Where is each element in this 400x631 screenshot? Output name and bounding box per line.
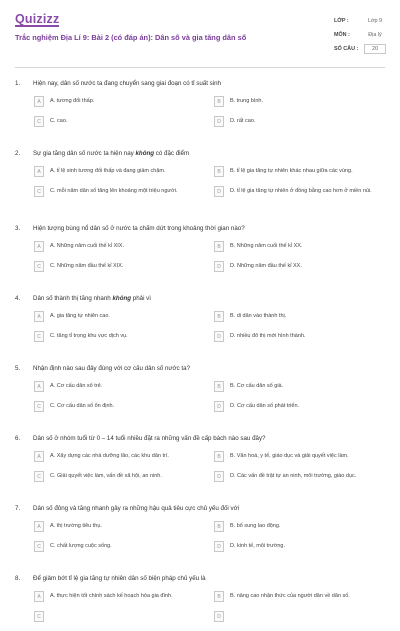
option-text: B. Văn hoá, y tế, giáo dục và giải quyết việc làm. xyxy=(230,453,349,459)
option-letter-box: A xyxy=(34,166,44,177)
answer-option-b[interactable] xyxy=(214,166,377,177)
question-number: 3. xyxy=(15,225,21,232)
answer-option-b[interactable] xyxy=(214,241,377,252)
question-5 xyxy=(15,364,387,421)
option-text: C. mỗi năm dân số tăng lên khoảng một triệu người. xyxy=(50,188,178,194)
answer-option-d[interactable] xyxy=(214,261,377,272)
question-emphasis: không xyxy=(112,295,132,302)
option-letter-box: A xyxy=(34,96,44,107)
answer-option-c[interactable] xyxy=(34,261,197,272)
option-letter-box: D xyxy=(214,401,224,412)
answer-option-b[interactable] xyxy=(214,591,377,602)
option-letter-box: A xyxy=(34,591,44,602)
meta-subject xyxy=(334,28,386,42)
option-text: D. Các vấn đề trật tự an ninh, môi trường, giáo dục. xyxy=(230,473,357,479)
answer-options xyxy=(34,451,387,491)
question-text-tail: phải vì xyxy=(131,295,151,302)
option-text: D. rất cao. xyxy=(230,118,256,124)
question-line xyxy=(15,224,387,233)
option-text: A. gia tăng tự nhiên cao. xyxy=(50,313,110,319)
answer-option-b[interactable] xyxy=(214,96,377,107)
option-letter-box: D xyxy=(214,116,224,127)
question-text xyxy=(33,224,387,233)
meta-grade xyxy=(334,14,386,28)
option-letter-box: B xyxy=(214,591,224,602)
option-text: A. tương đối thấp. xyxy=(50,98,95,104)
meta-count-label: SỐ CÂU : xyxy=(334,46,359,52)
option-text: C. chất lượng cuộc sống. xyxy=(50,543,112,549)
question-number: 6. xyxy=(15,435,21,442)
answer-option-d[interactable] xyxy=(214,611,377,622)
answer-options xyxy=(34,166,387,206)
question-line xyxy=(15,574,387,583)
question-text xyxy=(33,364,387,373)
question-text xyxy=(33,294,387,303)
meta-subject-value: Địa lý xyxy=(368,32,382,38)
question-number: 4. xyxy=(15,295,21,302)
meta-subject-label: MÔN : xyxy=(334,32,350,38)
page-title: Trắc nghiệm Địa Lí 9: Bài 2 (có đáp án): Dân số và gia tăng dân số xyxy=(15,33,247,42)
answer-options xyxy=(34,241,387,281)
question-text-main: Nhận định nào sau đây đúng với cơ cấu dân số nước ta? xyxy=(33,365,191,372)
option-text: B. tỉ lệ gia tăng tự nhiên khác nhau giữa các vùng. xyxy=(230,168,353,174)
question-text-main: Hiện nay, dân số nước ta đang chuyển sang giai đoạn có tỉ suất sinh xyxy=(33,80,221,87)
question-text-tail: có đặc điểm xyxy=(154,150,190,157)
option-letter-box: B xyxy=(214,166,224,177)
answer-option-c[interactable] xyxy=(34,401,197,412)
option-letter-box: A xyxy=(34,451,44,462)
option-text: D. kinh tế, môi trường. xyxy=(230,543,285,549)
option-letter-box: D xyxy=(214,611,224,622)
option-text: D. nhiều đô thị mới hình thành. xyxy=(230,333,306,339)
question-line xyxy=(15,149,387,158)
option-letter-box: D xyxy=(214,471,224,482)
option-text: D. tỉ lệ gia tăng tự nhiên ở đồng bằng cao hơn ở miền núi. xyxy=(230,188,372,194)
option-text: B. di dân vào thành thị. xyxy=(230,313,287,319)
option-letter-box: A xyxy=(34,241,44,252)
option-letter-box: C xyxy=(34,541,44,552)
option-text: C. cao. xyxy=(50,118,68,124)
option-letter-box: B xyxy=(214,451,224,462)
option-letter-box: C xyxy=(34,611,44,622)
answer-option-b[interactable] xyxy=(214,521,377,532)
option-letter-box: D xyxy=(214,186,224,197)
option-letter-box: D xyxy=(214,541,224,552)
question-line xyxy=(15,364,387,373)
answer-option-c[interactable] xyxy=(34,541,197,552)
question-text xyxy=(33,434,387,443)
question-number: 2. xyxy=(15,150,21,157)
answer-option-b[interactable] xyxy=(214,381,377,392)
answer-option-a[interactable] xyxy=(34,521,197,532)
question-text-main: Để giảm bớt tỉ lệ gia tăng tự nhiên dân số biện pháp chủ yếu là xyxy=(33,575,206,582)
answer-option-c[interactable] xyxy=(34,611,197,622)
option-letter-box: B xyxy=(214,241,224,252)
question-7 xyxy=(15,504,387,561)
option-letter-box: D xyxy=(214,331,224,342)
option-text: A. thị trường tiêu thụ. xyxy=(50,523,102,529)
answer-option-a[interactable] xyxy=(34,166,197,177)
question-6 xyxy=(15,434,387,491)
meta-count-value: 20 xyxy=(364,44,386,54)
quiz-meta xyxy=(334,14,386,56)
option-text: B. Cơ cấu dân số già. xyxy=(230,383,284,389)
question-text-main: Hiện tượng bùng nổ dân số ở nước ta chấm dứt trong khoảng thời gian nào? xyxy=(33,225,245,232)
option-text: B. nâng cao nhận thức của người dân về dân số. xyxy=(230,593,350,599)
option-text: D. Những năm đầu thế kỉ XX. xyxy=(230,263,302,269)
answer-options xyxy=(34,521,387,561)
answer-option-c[interactable] xyxy=(34,331,197,342)
answer-option-d[interactable] xyxy=(214,541,377,552)
question-text-main: Sự gia tăng dân số nước ta hiện nay xyxy=(33,150,136,157)
option-text: A. thực hiện tốt chính sách kế hoạch hóa gia đình. xyxy=(50,593,173,599)
option-letter-box: B xyxy=(214,311,224,322)
answer-option-b[interactable] xyxy=(214,451,377,462)
answer-options xyxy=(34,381,387,421)
answer-option-b[interactable] xyxy=(214,311,377,322)
header-divider xyxy=(15,67,385,68)
meta-grade-label: LỚP : xyxy=(334,18,349,24)
option-letter-box: C xyxy=(34,331,44,342)
option-letter-box: A xyxy=(34,521,44,532)
answer-option-d[interactable] xyxy=(214,116,377,127)
option-text: A. Những năm cuối thế kỉ XIX. xyxy=(50,243,124,249)
option-letter-box: B xyxy=(214,96,224,107)
question-line xyxy=(15,434,387,443)
question-1 xyxy=(15,79,387,136)
question-text xyxy=(33,504,387,513)
option-text: C. Những năm đầu thế kỉ XIX. xyxy=(50,263,124,269)
answer-options xyxy=(34,311,387,351)
meta-grade-value: Lớp 9 xyxy=(367,18,383,24)
option-text: A. Cơ cấu dân số trẻ. xyxy=(50,383,103,389)
option-text: B. bổ sung lao động. xyxy=(230,523,281,529)
answer-option-c[interactable] xyxy=(34,116,197,127)
question-text-main: Dân số ở nhóm tuổi từ 0 – 14 tuổi nhiều đặt ra những vấn đề cấp bách nào sau đây? xyxy=(33,435,266,442)
question-line xyxy=(15,504,387,513)
option-text: B. trung bình. xyxy=(230,98,264,104)
answer-option-d[interactable] xyxy=(214,186,377,197)
option-text: C. Giải quyết việc làm, vấn đề xã hội, an ninh. xyxy=(50,473,162,479)
question-8 xyxy=(15,574,387,631)
question-number: 8. xyxy=(15,575,21,582)
option-text: C. Cơ cấu dân số ổn định. xyxy=(50,403,115,409)
answer-option-d[interactable] xyxy=(214,471,377,482)
quizizz-logo: Quizizz xyxy=(15,12,60,26)
option-text: B. Những năm cuối thế kỉ XX. xyxy=(230,243,303,249)
question-text-main: Dân số đông và tăng nhanh gây ra những hậu quả tiêu cực chủ yếu đối với xyxy=(33,505,240,512)
option-letter-box: A xyxy=(34,381,44,392)
question-number: 5. xyxy=(15,365,21,372)
option-text: C. tăng tỉ trọng khu vực dịch vụ. xyxy=(50,333,128,339)
answer-option-c[interactable] xyxy=(34,471,197,482)
option-letter-box: C xyxy=(34,471,44,482)
option-letter-box: C xyxy=(34,401,44,412)
question-text xyxy=(33,79,387,88)
option-letter-box: C xyxy=(34,261,44,272)
question-text xyxy=(33,574,387,583)
option-text: A. tỉ lệ sinh tương đối thấp và đang giảm chậm. xyxy=(50,168,166,174)
option-letter-box: C xyxy=(34,186,44,197)
question-2 xyxy=(15,149,387,206)
answer-options xyxy=(34,591,387,631)
answer-option-a[interactable] xyxy=(34,96,197,107)
answer-option-d[interactable] xyxy=(214,331,377,342)
question-number: 1. xyxy=(15,80,21,87)
option-letter-box: D xyxy=(214,261,224,272)
question-3 xyxy=(15,224,387,281)
question-number: 7. xyxy=(15,505,21,512)
meta-count xyxy=(334,42,386,56)
answer-option-a[interactable] xyxy=(34,451,197,462)
answer-option-a[interactable] xyxy=(34,241,197,252)
option-letter-box: B xyxy=(214,381,224,392)
option-letter-box: A xyxy=(34,311,44,322)
answer-options xyxy=(34,96,387,136)
answer-option-a[interactable] xyxy=(34,311,197,322)
answer-option-a[interactable] xyxy=(34,591,197,602)
answer-option-a[interactable] xyxy=(34,381,197,392)
question-line xyxy=(15,294,387,303)
answer-option-d[interactable] xyxy=(214,401,377,412)
option-text: A. Xây dựng các nhà dưỡng lão, các khu dân trí. xyxy=(50,453,169,459)
question-text-main: Dân số thành thị tăng nhanh xyxy=(33,295,113,302)
page-header xyxy=(0,0,400,66)
question-emphasis: không xyxy=(135,150,155,157)
question-text xyxy=(33,149,387,158)
option-letter-box: C xyxy=(34,116,44,127)
option-text: D. Cơ cấu dân số phát triển. xyxy=(230,403,300,409)
question-4 xyxy=(15,294,387,351)
question-line xyxy=(15,79,387,88)
answer-option-c[interactable] xyxy=(34,186,197,197)
option-letter-box: B xyxy=(214,521,224,532)
